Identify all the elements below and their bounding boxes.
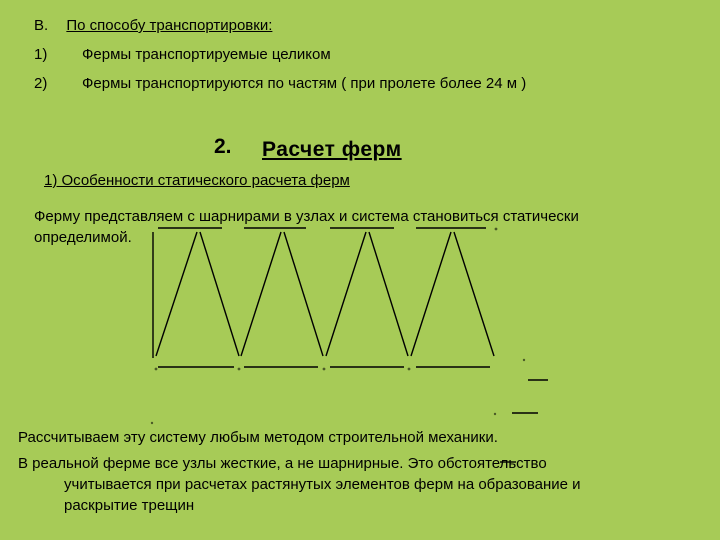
hinge-node	[523, 359, 525, 361]
truss-diagonal	[326, 232, 366, 356]
section-b-title: По способу транспортировки:	[66, 17, 273, 34]
truss-diagonal	[156, 232, 197, 356]
paragraph-2-line-1: В реальной ферме все узлы жесткие, а не шарнирные. Это обстоятельство	[18, 455, 547, 472]
truss-diagonal	[454, 232, 494, 356]
truss-diagonal	[241, 232, 281, 356]
hinge-node	[323, 368, 326, 371]
list-item-text: Фермы транспортируются по частям ( при пролете более 24 м )	[82, 75, 527, 92]
truss-diagonal	[369, 232, 408, 356]
intro-line-1: Ферму представляем с шарнирами в узлах и система становиться статически	[34, 208, 579, 225]
hinge-node	[151, 422, 153, 424]
intro-line-2: определимой.	[34, 229, 132, 246]
hinge-node	[495, 228, 498, 231]
truss-diagonal	[284, 232, 323, 356]
hinge-node	[155, 368, 158, 371]
truss-diagonal	[411, 232, 451, 356]
list-item-number: 2)	[34, 75, 48, 92]
hinge-node	[494, 413, 496, 415]
hinge-node	[238, 368, 241, 371]
section-number: 2.	[214, 135, 232, 158]
subheading: 1) Особенности статического расчета ферм	[44, 172, 350, 189]
list-item-text: Фермы транспортируемые целиком	[82, 46, 331, 63]
paragraph-2-line-3: раскрытие трещин	[64, 497, 195, 514]
section-b-marker: В.	[34, 17, 49, 34]
paragraph-1: Рассчитываем эту систему любым методом строительной механики.	[18, 429, 498, 446]
list-item-number: 1)	[34, 46, 48, 63]
paragraph-2-line-2: учитывается при расчетах растянутых элементов ферм на образование и	[64, 476, 581, 493]
hinge-node	[408, 368, 411, 371]
section-title: Расчет ферм	[262, 138, 402, 161]
truss-diagonal	[200, 232, 239, 356]
